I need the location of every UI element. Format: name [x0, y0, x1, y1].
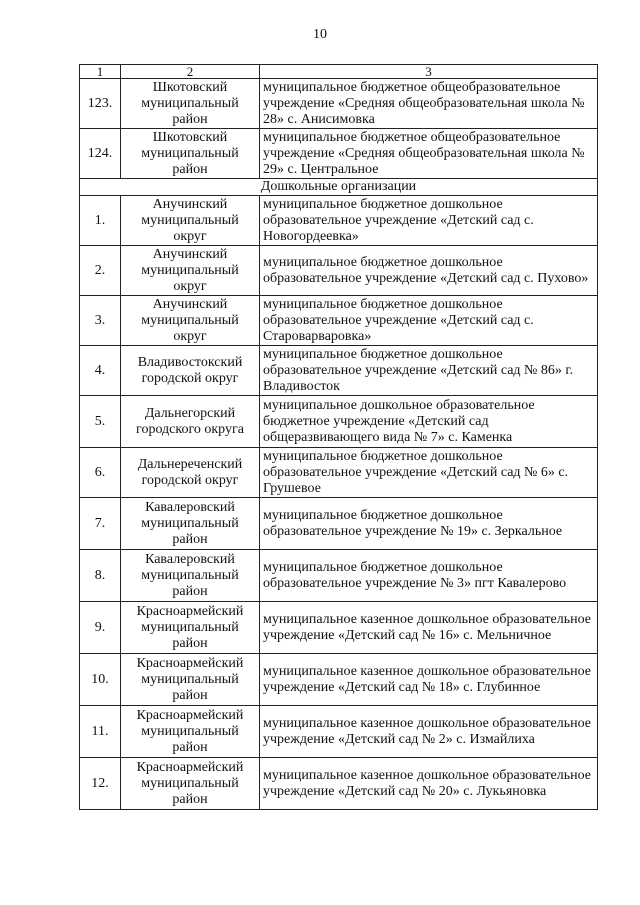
table-row [80, 706, 598, 758]
row-organization: муниципальное казенное дошкольное образовательное учреждение «Детский сад № 20» с. Лукьяновка [260, 758, 598, 810]
row-number: 5. [80, 396, 121, 448]
row-number: 2. [80, 246, 121, 296]
row-organization: муниципальное бюджетное дошкольное образовательное учреждение «Детский сад с. Новогордеевка» [260, 196, 598, 246]
row-district: Кавалеровский муниципальный район [121, 550, 260, 602]
row-district: Анучинский муниципальный округ [121, 296, 260, 346]
row-organization: муниципальное бюджетное дошкольное образовательное учреждение № 3» пгт Кавалерово [260, 550, 598, 602]
row-district: Дальнереченский городской округ [121, 448, 260, 498]
row-district: Красноармейский муниципальный район [121, 706, 260, 758]
header-cell-2: 2 [121, 65, 260, 79]
row-organization: муниципальное бюджетное общеобразовательное учреждение «Средняя общеобразовательная школа № 28» с. Анисимовка [260, 79, 598, 129]
table-row [80, 498, 598, 550]
row-district: Владивостокский городской округ [121, 346, 260, 396]
table-row [80, 654, 598, 706]
row-organization: муниципальное бюджетное дошкольное образовательное учреждение «Детский сад с. Пухово» [260, 246, 598, 296]
row-district: Анучинский муниципальный округ [121, 246, 260, 296]
row-number: 123. [80, 79, 121, 129]
row-number: 1. [80, 196, 121, 246]
table-row [80, 448, 598, 498]
row-number: 10. [80, 654, 121, 706]
section-row [80, 179, 598, 196]
row-organization: муниципальное бюджетное дошкольное образовательное учреждение «Детский сад с. Староварваровка» [260, 296, 598, 346]
row-organization: муниципальное бюджетное дошкольное образовательное учреждение № 19» с. Зеркальное [260, 498, 598, 550]
row-number: 3. [80, 296, 121, 346]
row-district: Анучинский муниципальный округ [121, 196, 260, 246]
table-row [80, 396, 598, 448]
row-district: Кавалеровский муниципальный район [121, 498, 260, 550]
row-number: 11. [80, 706, 121, 758]
table-row [80, 79, 598, 129]
row-organization: муниципальное бюджетное дошкольное образовательное учреждение «Детский сад № 86» г. Владивосток [260, 346, 598, 396]
table-row [80, 246, 598, 296]
row-organization: муниципальное казенное дошкольное образовательное учреждение «Детский сад № 2» с. Измайлиха [260, 706, 598, 758]
table-row [80, 758, 598, 810]
header-cell-1: 1 [80, 65, 121, 79]
row-number: 12. [80, 758, 121, 810]
table-row [80, 129, 598, 179]
section-title: Дошкольные организации [80, 179, 598, 196]
row-organization: муниципальное казенное дошкольное образовательное учреждение «Детский сад № 16» с. Мельничное [260, 602, 598, 654]
table-row [80, 550, 598, 602]
page-number: 10 [313, 27, 327, 42]
row-district: Дальнегорский городского округа [121, 396, 260, 448]
table-header-row [80, 65, 598, 79]
row-organization: муниципальное бюджетное общеобразовательное учреждение «Средняя общеобразовательная школа № 29» с. Центральное [260, 129, 598, 179]
row-number: 6. [80, 448, 121, 498]
row-organization: муниципальное дошкольное образовательное бюджетное учреждение «Детский сад общеразвивающего вида № 7» с. Каменка [260, 396, 598, 448]
row-district: Красноармейский муниципальный район [121, 758, 260, 810]
row-organization: муниципальное казенное дошкольное образовательное учреждение «Детский сад № 18» с. Глубинное [260, 654, 598, 706]
row-district: Шкотовский муниципальный район [121, 79, 260, 129]
row-district: Красноармейский муниципальный район [121, 654, 260, 706]
document-table [79, 64, 598, 810]
row-number: 8. [80, 550, 121, 602]
table-row [80, 346, 598, 396]
row-number: 4. [80, 346, 121, 396]
header-cell-3: 3 [260, 65, 598, 79]
row-number: 9. [80, 602, 121, 654]
table-row [80, 602, 598, 654]
row-number: 7. [80, 498, 121, 550]
table-row [80, 296, 598, 346]
table-row [80, 196, 598, 246]
row-district: Красноармейский муниципальный район [121, 602, 260, 654]
row-number: 124. [80, 129, 121, 179]
row-organization: муниципальное бюджетное дошкольное образовательное учреждение «Детский сад № 6» с. Грушевое [260, 448, 598, 498]
row-district: Шкотовский муниципальный район [121, 129, 260, 179]
